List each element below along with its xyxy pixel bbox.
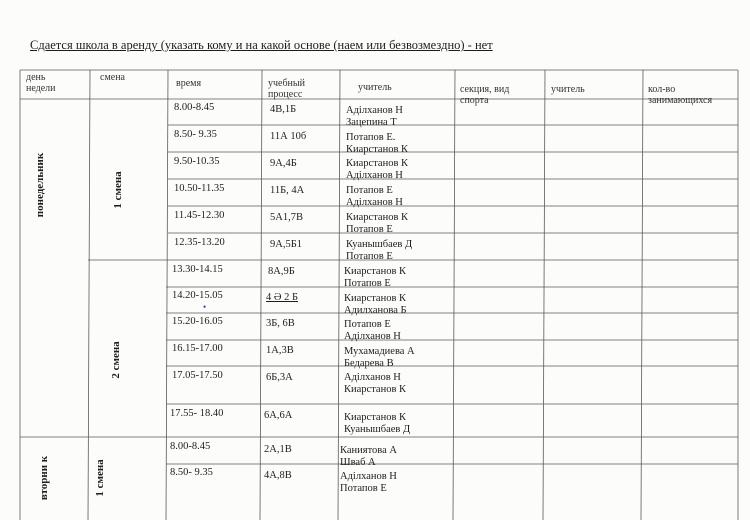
shift-3: 1 смена bbox=[94, 459, 106, 497]
table-row-class: 8А,9Б bbox=[268, 266, 295, 277]
header-section: секция, вид спорта bbox=[460, 84, 510, 106]
shift-1: 1 смена bbox=[112, 171, 124, 209]
table-row-time: 16.15-17.00 bbox=[172, 343, 223, 354]
table-row-class: 11А 10б bbox=[270, 131, 307, 142]
table-row-time: 14.20-15.05 bbox=[172, 290, 223, 301]
table-row-time: 17.55- 18.40 bbox=[170, 408, 224, 419]
table-row-teachers: Киарстанов К Потапов Е bbox=[344, 266, 407, 289]
table-row-teachers: Аділханов Н Потапов Е bbox=[340, 471, 397, 494]
table-row-teachers: Аділханов Н Зацепина Т bbox=[346, 105, 403, 128]
header-day: день недели bbox=[26, 72, 56, 94]
table-row-class: 11Б, 4А bbox=[270, 185, 305, 196]
table-row-class: 1А,3В bbox=[266, 345, 294, 356]
table-row-teachers: Потапов Е Аділханов Н bbox=[346, 185, 403, 208]
table-row-time: 8.50- 9.35 bbox=[170, 467, 213, 478]
table-row-time: 8.50- 9.35 bbox=[174, 129, 217, 140]
table-row-time: 10.50-11.35 bbox=[174, 183, 225, 194]
page-heading: Сдается школа в аренду (указать кому и на какой основе (наем или безвозмездно) - нет bbox=[30, 38, 493, 52]
table-row-time: 8.00-8.45 bbox=[174, 102, 215, 113]
table-row-class: 2А,1В bbox=[264, 444, 292, 455]
table-row-time: 9.50-10.35 bbox=[174, 156, 220, 167]
day-tuesday: вторни к bbox=[38, 455, 50, 501]
table-row-teachers: Киарстанов К Куанышбаев Д bbox=[344, 412, 411, 435]
day-monday: понедельник bbox=[34, 152, 46, 218]
table-row-class: 4 Ә 2 Б bbox=[266, 292, 298, 303]
table-row-class: 3Б, 6В bbox=[266, 318, 295, 329]
table-row-class: 9А,5Б1 bbox=[270, 239, 302, 250]
table-row-class: 9А,4Б bbox=[270, 158, 297, 169]
table-row-teachers: Киарстанов К Аділханов Н bbox=[346, 158, 409, 181]
header-teacher-2: учитель bbox=[551, 84, 585, 95]
header-process: учебный процесс bbox=[268, 78, 305, 100]
table-row-class: 4А,8В bbox=[264, 470, 292, 481]
table-row-time: 8.00-8.45 bbox=[170, 441, 211, 452]
shift-2: 2 смена bbox=[110, 341, 122, 379]
table-row-teachers: Потапов Е. Киарстанов К bbox=[346, 132, 409, 155]
header-count: кол-во занимающихся bbox=[648, 84, 713, 106]
header-teacher: учитель bbox=[358, 82, 392, 93]
table-row-teachers: Киарстанов К Потапов Е bbox=[346, 212, 409, 235]
table-row-teachers: Куанышбаев Д Потапов Е bbox=[346, 239, 413, 262]
table-row-class: 6А,6А bbox=[264, 410, 293, 421]
table-row-time: 11.45-12.30 bbox=[174, 210, 225, 221]
table-row-time: 17.05-17.50 bbox=[172, 370, 223, 381]
table-row-time: 13.30-14.15 bbox=[172, 264, 223, 275]
table-row-teachers: Мухамадиева А Бедарева В bbox=[344, 346, 415, 369]
table-row-class: 4В,1Б bbox=[270, 104, 297, 115]
table-row-teachers: Потапов Е Аділханов Н bbox=[344, 319, 401, 342]
header-time: время bbox=[176, 78, 202, 89]
table-row-class: 6Б,3А bbox=[266, 372, 293, 383]
table-row-teachers: Аділханов Н Киарстанов К bbox=[344, 372, 407, 395]
table-row-teachers: Киарстанов К Адилханова Б bbox=[344, 293, 407, 316]
table-row-teachers: Каниятова А Шваб А bbox=[340, 445, 397, 468]
table-row-time: 12.35-13.20 bbox=[174, 237, 225, 248]
header-shift: смена bbox=[100, 72, 125, 83]
table-row-class: 5А1,7В bbox=[270, 212, 303, 223]
table-row-time: 15.20-16.05 bbox=[172, 316, 223, 327]
ink-dot: • bbox=[203, 302, 207, 312]
